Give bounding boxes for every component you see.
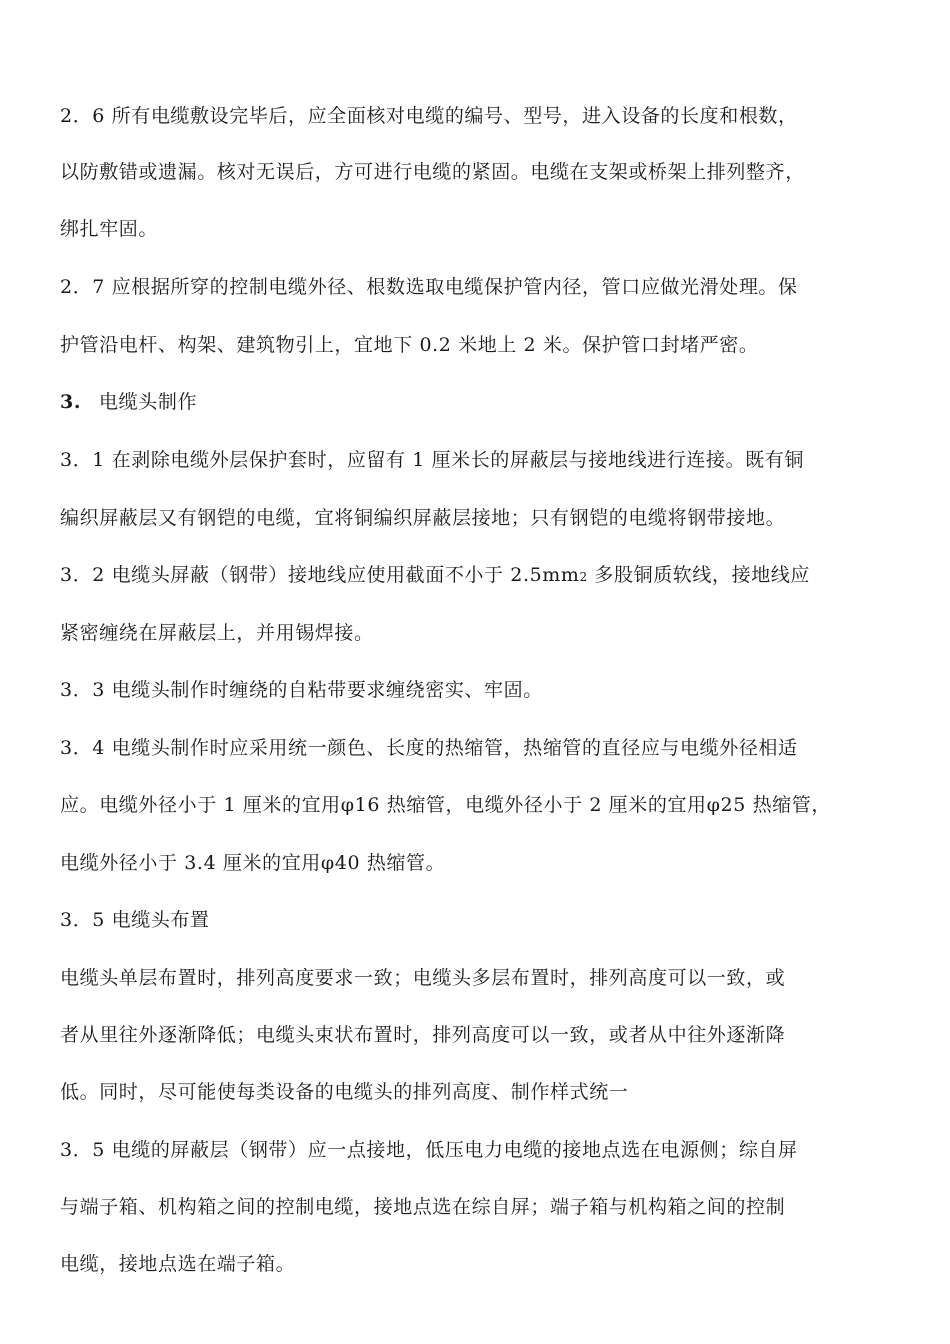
paragraph-line: 以防敷错或遗漏。核对无误后，方可进行电缆的紧固。电缆在支架或桥架上排列整齐，	[60, 161, 805, 183]
paragraph-line: 3．4 电缆头制作时应采用统一颜色、长度的热缩管，热缩管的直径应与电缆外径相适	[60, 737, 798, 759]
paragraph-line: 编织屏蔽层又有钢铠的电缆，宜将铜编织屏蔽层接地；只有钢铠的电缆将钢带接地。	[60, 507, 786, 529]
paragraph-line: 2．6 所有电缆敷设完毕后，应全面核对电缆的编号、型号，进入设备的长度和根数，	[60, 105, 798, 127]
superscript: 2	[579, 570, 588, 584]
paragraph-line: 紧密缠绕在屏蔽层上，并用锡焊接。	[60, 622, 374, 644]
paragraph-line: 电缆外径小于 3.4 厘米的宜用φ40 热缩管。	[60, 852, 446, 874]
paragraph-line: 护管沿电杆、构架、建筑物引上，宜地下 0.2 米地上 2 米。保护管口封堵严密。	[60, 334, 759, 356]
paragraph-line: 3．1 在剥除电缆外层保护套时，应留有 1 厘米长的屏蔽层与接地线进行连接。既有铜	[60, 449, 804, 471]
text-span: 多股铜质软线，接地线应	[587, 564, 811, 586]
paragraph-line: 电缆头单层布置时，排列高度要求一致；电缆头多层布置时，排列高度可以一致，或	[60, 967, 786, 989]
paragraph-line: 电缆，接地点选在端子箱。	[60, 1253, 296, 1275]
paragraph-line: 者从里往外逐渐降低；电缆头束状布置时，排列高度可以一致，或者从中往外逐渐降	[60, 1024, 786, 1046]
section-number: 3.	[60, 391, 82, 413]
paragraph-line: 绑扎牢固。	[60, 218, 159, 240]
paragraph-line: 低。同时，尽可能使每类设备的电缆头的排列高度、制作样式统一	[60, 1081, 629, 1103]
paragraph-line: 与端子箱、机构箱之间的控制电缆，接地点选在综自屏；端子箱与机构箱之间的控制	[60, 1196, 786, 1218]
section-title: 电缆头制作	[99, 391, 198, 413]
paragraph-line: 3．3 电缆头制作时缠绕的自粘带要求缠绕密实、牢固。	[60, 679, 543, 701]
paragraph-line: 应。电缆外径小于 1 厘米的宜用φ16 热缩管，电缆外径小于 2 厘米的宜用φ25 热缩管，	[60, 794, 831, 816]
paragraph-line	[60, 562, 920, 590]
paragraph-line: 2．7 应根据所穿的控制电缆外径、根数选取电缆保护管内径，管口应做光滑处理。保	[60, 276, 798, 298]
paragraph-line: 3．5 电缆头布置	[60, 909, 210, 931]
section-heading	[60, 389, 920, 415]
paragraph-line: 3．5 电缆的屏蔽层（钢带）应一点接地，低压电力电缆的接地点选在电源侧；综自屏	[60, 1139, 798, 1161]
text-span: 3．2 电缆头屏蔽（钢带）接地线应使用截面不小于 2.5mm	[60, 564, 580, 586]
